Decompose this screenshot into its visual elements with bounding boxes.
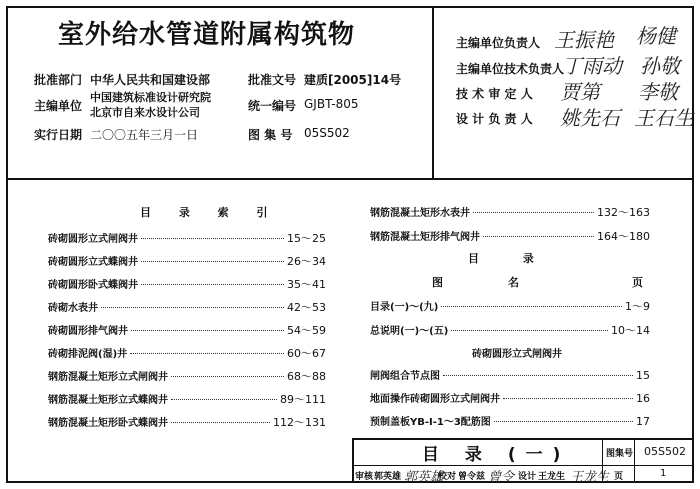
effective-date: 二〇〇五年三月一日 [90,128,199,142]
list-item[interactable]: 砖砌水表井 42～53 [48,301,326,314]
list-item[interactable]: 砖砌圆形排气阀井 54～59 [48,324,326,337]
approval-no-label: 批准文号 [248,73,297,87]
signature: 王振艳 [554,28,614,52]
atlas-no-label: 图 集 号 [248,128,293,142]
signature: 曾令 [488,470,515,485]
approval-no: 建质[2005]14号 [304,73,402,87]
editor-unit-line2: 北京市自来水设计公司 [90,106,200,119]
index-title: 目 录 索 引 [140,206,280,219]
list-item[interactable]: 砖砌圆形立式闸阀井 15～25 [48,232,326,245]
col-header-page: 页 [632,276,643,289]
list-item[interactable]: 钢筋混凝土矩形卧式蝶阀井 112～131 [48,416,326,429]
list-item[interactable]: 闸阀组合节点图 15 [370,369,650,382]
approval-dept: 中华人民共和国建设部 [90,73,211,87]
checker-name: 曾令兹 [458,472,486,482]
unified-no-label: 统一编号 [248,99,297,113]
unified-no: GJBT-805 [304,97,359,111]
signature: 孙敬 [640,54,680,78]
header-vertical-divider [432,8,434,178]
list-item[interactable]: 钢筋混凝土矩形立式闸阀井 68～88 [48,370,326,383]
signature: 贾第 [560,80,600,104]
list-item[interactable]: 砖砌排泥阀(湿)井 60～67 [48,347,326,360]
role-label: 主编单位负责人 [456,36,541,50]
reviewer-name: 郭英雄 [374,472,402,482]
effective-date-label: 实行日期 [34,128,83,142]
atlas-no: 05S502 [304,126,350,140]
list-item[interactable]: 钢筋混凝土矩形排气阀井 164～180 [370,230,650,243]
list-item[interactable]: 砖砌圆形卧式蝶阀井 35～41 [48,278,326,291]
col-header-name: 名 [508,276,519,289]
role-label: 主编单位技术负责人 [456,62,565,76]
page-label: 页 [614,472,624,482]
atlas-label: 图集号 [606,449,634,459]
atlas-number: 05S502 [644,445,686,458]
title-block [352,438,694,483]
design-label: 设计 [518,472,537,482]
page-title: 室外给水管道附属构筑物 [58,20,356,50]
page-number: 1 [660,468,667,479]
signature: 郭英雄 [404,470,444,485]
col-header-figure: 图 [432,276,443,289]
role-label: 技 术 审 定 人 [456,87,533,101]
signature: 王石生 [634,106,694,130]
signature: 李敬 [638,80,678,104]
header-divider [8,178,692,180]
signature: 王龙生 [570,470,610,485]
designer-name: 王龙生 [538,472,566,482]
approval-dept-label: 批准部门 [34,73,83,87]
section-title: 砖砌圆形立式闸阀井 [472,349,562,360]
check-label: 校对 [438,472,457,482]
list-item[interactable]: 预制盖板YB-Ⅰ-1～3配筋图 17 [370,415,650,428]
editor-unit-label: 主编单位 [34,99,83,113]
list-item[interactable]: 钢筋混凝土矩形水表井 132～163 [370,206,650,219]
list-item[interactable]: 总说明(一)～(五) 10～14 [370,324,650,337]
signature: 丁雨动 [562,54,622,78]
review-label: 审核 [355,472,374,482]
title-block-title: 目 录 (一) [422,445,571,465]
list-item[interactable]: 地面操作砖砌圆形立式闸阀井 16 [370,392,650,405]
signature: 姚先石 [560,106,620,130]
contents-title: 目 录 [468,252,554,265]
list-item[interactable]: 砖砌圆形立式蝶阀井 26～34 [48,255,326,268]
editor-unit-line1: 中国建筑标准设计研究院 [90,91,211,104]
list-item[interactable]: 钢筋混凝土矩形立式蝶阀井 89～111 [48,393,326,406]
signature: 杨健 [636,24,676,48]
role-label: 设 计 负 责 人 [456,112,533,126]
list-item[interactable]: 目录(一)～(九) 1～9 [370,300,650,313]
